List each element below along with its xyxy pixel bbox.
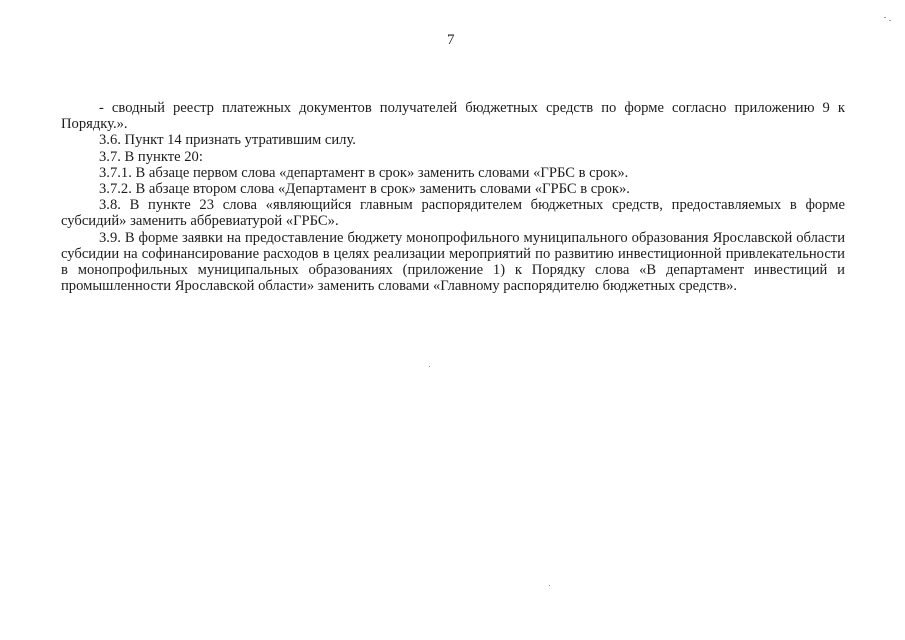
document-body <box>61 100 845 294</box>
paragraph-3-7-1: 3.7.1. В абзаце первом слова «департамент в срок» заменить словами «ГРБС в срок». <box>99 164 629 181</box>
page-number: 7 <box>447 32 455 48</box>
scan-speck <box>884 17 886 18</box>
scan-speck <box>889 20 891 21</box>
paragraph-3-7-2: 3.7.2. В абзаце втором слова «Департамент в срок» заменить словами «ГРБС в срок». <box>99 181 630 198</box>
paragraph-registry-item: - сводный реестр платежных документов получателей бюджетных средств по форме согласно приложению 9 к Порядку.». <box>61 100 845 133</box>
paragraph-3-8: 3.8. В пункте 23 слова «являющийся главным распорядителем бюджетных средств, предоставляемых в форме субсидий» заменить аббревиатурой «ГРБС». <box>61 197 845 230</box>
paragraph-3-9: 3.9. В форме заявки на предоставление бюджету монопрофильного муниципального образования Ярославской области субсидии на софинансирование расходов в целях реализации мероприятий по развитию инвестиционной привлекательности в монопрофильных муниципальных образованиях (приложение 1) к Порядку слова «В департамент инвестиций и промышленности Ярославской области» заменить словами «Главному распорядителю бюджетных средств». <box>61 229 845 295</box>
scan-speck <box>429 366 430 367</box>
paragraph-3-6: 3.6. Пункт 14 признать утратившим силу. <box>99 132 356 149</box>
scan-speck <box>549 585 550 586</box>
paragraph-3-7: 3.7. В пункте 20: <box>99 148 203 165</box>
